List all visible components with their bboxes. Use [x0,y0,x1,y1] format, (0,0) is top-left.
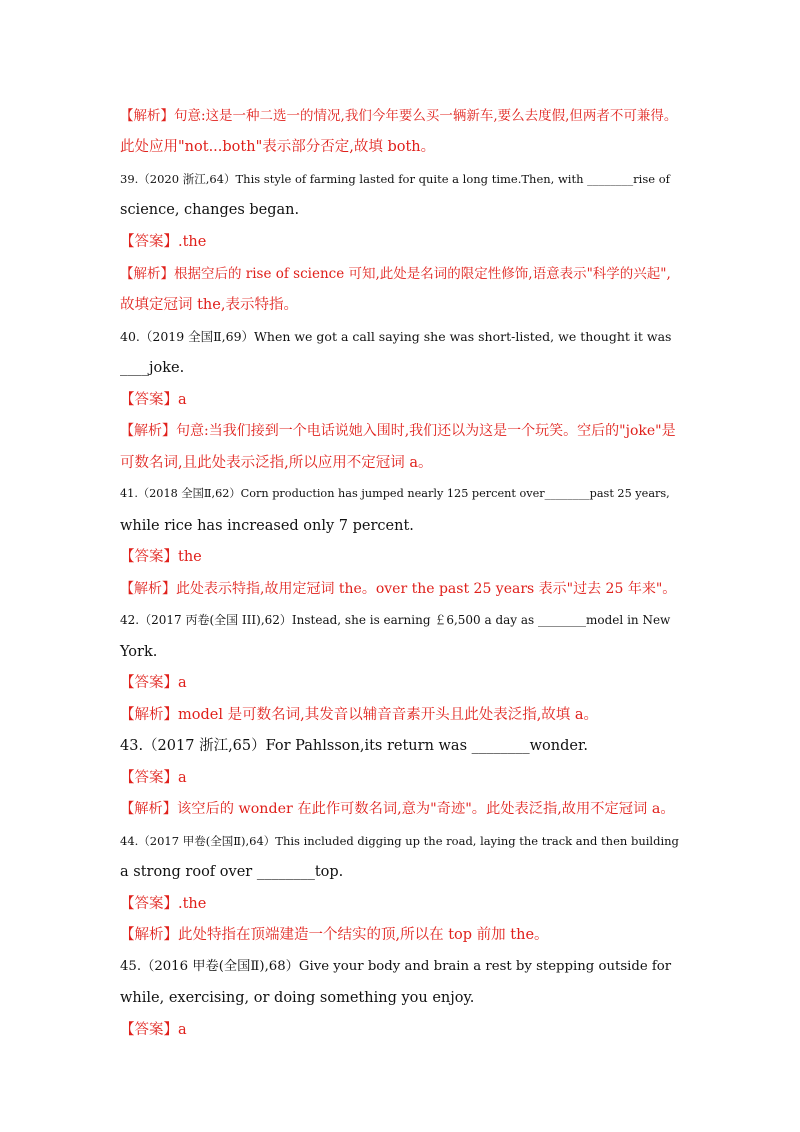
q40-analysis-line1: 【解析】句意:当我们接到一个电话说她入围时,我们还以为这是一个玩笑。空后的"joke"是 [120,423,676,439]
q44-analysis: 【解析】此处特指在顶端建造一个结实的顶,所以在 top 前加 the。 [120,927,549,943]
q41-analysis: 【解析】此处表示特指,故用定冠词 the。over the past 25 years 表示"过去 25 年来"。 [120,581,677,597]
q39-answer: 【答案】.the [120,234,207,250]
q40-answer: 【答案】a [120,392,187,408]
q40-question-line1: 40.（2019 全国Ⅱ,69）When we got a call saying she was short-listed, we thought it was [120,329,672,344]
q45-question-line1: 45.（2016 甲卷(全国Ⅱ),68）Give your body and brain a rest by stepping outside for [120,959,672,974]
q39-analysis-line1: 【解析】根据空后的 rise of science 可知,此处是名词的限定性修饰,语意表示"科学的兴起", [120,266,671,282]
q42-question-line2: York. [120,644,158,660]
q43-analysis: 【解析】该空后的 wonder 在此作可数名词,意为"奇迹"。此处表泛指,故用不定冠词 a。 [120,801,675,817]
q40-analysis-line2: 可数名词,且此处表示泛指,所以应用不定冠词 a。 [120,455,433,471]
q45-question-line2: while, exercising, or doing something you enjoy. [120,990,475,1006]
q42-answer: 【答案】a [120,675,187,691]
q39-question-line2: science, changes began. [120,202,300,218]
q39-analysis-line2: 故填定冠词 the,表示特指。 [120,297,298,313]
q42-question-line1: 42.（2017 丙卷(全国 III),62）Instead, she is earning ￡6,500 a day as ________model in New [120,613,671,627]
q41-question-line1: 41.（2018 全国Ⅱ,62）Corn production has jumped nearly 125 percent over________past 25 years, [120,487,670,500]
q45-answer: 【答案】a [120,1022,187,1038]
q41-answer: 【答案】the [120,549,202,565]
q39-question-line1: 39.（2020 浙江,64）This style of farming lasted for quite a long time.Then, with ________rise of [120,172,670,186]
q38-analysis-line2: 此处应用"not...both"表示部分否定,故填 both。 [120,139,436,155]
q41-question-line2: while rice has increased only 7 percent. [120,518,414,534]
q42-analysis: 【解析】model 是可数名词,其发音以辅音音素开头且此处表泛指,故填 a。 [120,707,599,723]
q43-answer: 【答案】a [120,770,187,786]
q38-analysis-line1: 【解析】句意:这是一种二选一的情况,我们今年要么买一辆新车,要么去度假,但两者不可兼得。 [120,108,678,124]
q44-question-line2: a strong roof over ________top. [120,864,344,880]
q44-question-line1: 44.（2017 甲卷(全国Ⅱ),64）This included digging up the road, laying the track and then building [120,834,679,848]
q40-question-line2: ____joke. [120,360,185,376]
q43-question: 43.（2017 浙江,65）For Pahlsson,its return was ________wonder. [120,738,588,754]
q44-answer: 【答案】.the [120,896,207,912]
